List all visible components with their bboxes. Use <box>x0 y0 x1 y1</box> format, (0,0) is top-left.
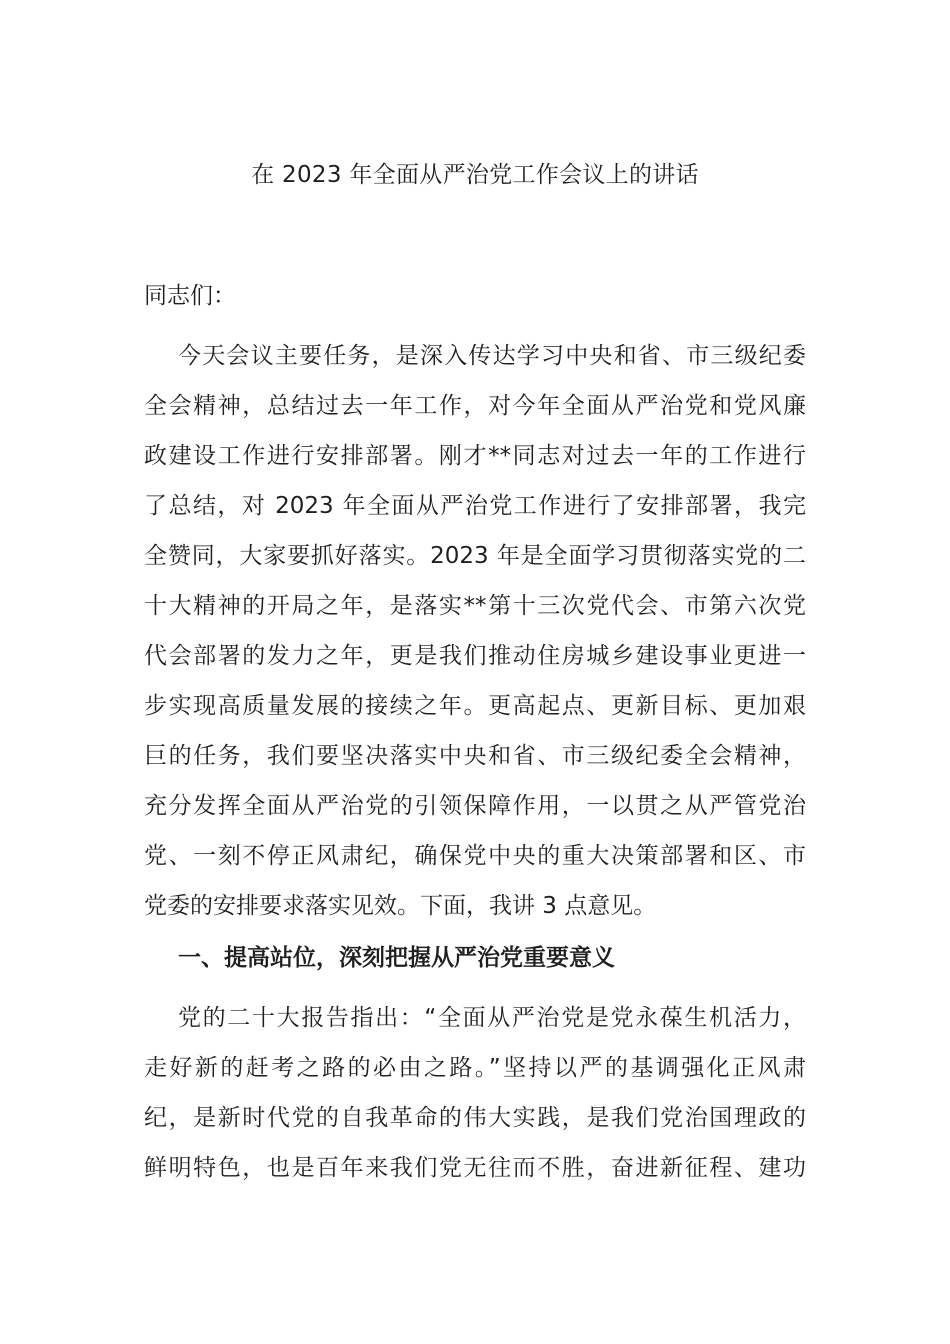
paragraph-line: 步实现高质量发展的接续之年。更高起点、更新目标、更加艰 <box>144 693 806 719</box>
paragraph-line: 十大精神的开局之年，是落实**第十三次党代会、市第六次党 <box>144 593 806 619</box>
paragraph-line: 今天会议主要任务，是深入传达学习中央和省、市三级纪委 <box>178 343 806 369</box>
paragraph-line: 党委的安排要求落实见效。下面，我讲 3 点意见。 <box>144 893 657 919</box>
greeting: 同志们： <box>144 283 236 309</box>
paragraph-line: 代会部署的发力之年，更是我们推动住房城乡建设事业更进一 <box>144 643 806 669</box>
paragraph-line: 充分发挥全面从严治党的引领保障作用，一以贯之从严管党治 <box>144 793 806 819</box>
paragraph-line: 巨的任务，我们要坚决落实中央和省、市三级纪委全会精神， <box>144 743 806 769</box>
paragraph-line: 政建设工作进行安排部署。刚才**同志对过去一年的工作进行 <box>144 443 806 469</box>
paragraph-line: 党、一刻不停正风肃纪，确保党中央的重大决策部署和区、市 <box>144 843 806 869</box>
document-title: 在 2023 年全面从严治党工作会议上的讲话 <box>251 162 699 188</box>
paragraph-line: 走好新的赶考之路的必由之路。”坚持以严的基调强化正风肃 <box>144 1055 806 1081</box>
paragraph-line: 全赞同，大家要抓好落实。2023 年是全面学习贯彻落实党的二 <box>144 543 806 569</box>
paragraph-line: 鲜明特色，也是百年来我们党无往而不胜，奋进新征程、建功 <box>144 1155 806 1181</box>
paragraph-line: 纪，是新时代党的自我革命的伟大实践，是我们党治国理政的 <box>144 1105 806 1131</box>
paragraph-line: 党的二十大报告指出：“全面从严治党是党永葆生机活力， <box>178 1005 806 1031</box>
paragraph-line: 了总结，对 2023 年全面从严治党工作进行了安排部署，我完 <box>144 493 806 519</box>
section-heading-1: 一、提高站位，深刻把握从严治党重要意义 <box>178 945 615 971</box>
paragraph-line: 全会精神，总结过去一年工作，对今年全面从严治党和党风廉 <box>144 393 806 419</box>
